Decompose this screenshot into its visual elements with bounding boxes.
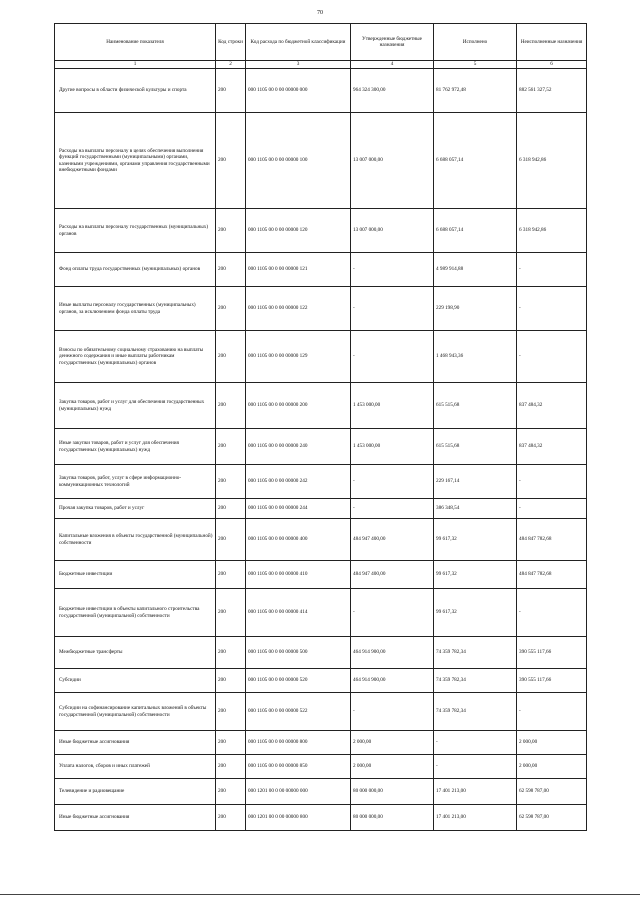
- unexecuted-cell: 837 484,32: [517, 383, 587, 429]
- table-row: [55, 209, 587, 253]
- line-code-cell: 200: [216, 731, 246, 755]
- unexecuted-cell: 390 555 117,66: [517, 669, 587, 693]
- table-row: [55, 693, 587, 731]
- unexecuted-cell: 62 598 787,00: [517, 779, 587, 805]
- approved-cell: -: [351, 589, 434, 637]
- table-body: [55, 69, 587, 831]
- expense-code-cell: 000 1105 00 0 00 00000 240: [246, 429, 351, 465]
- indicator-name-cell: Субсидии на софинансирование капитальных вложений в объекты государственной (муниципальной) собственности: [55, 693, 216, 731]
- approved-cell: 1 453 000,00: [351, 429, 434, 465]
- approved-cell: 464 914 900,00: [351, 669, 434, 693]
- indicator-name-cell: Взносы по обязательному социальному страхованию на выплаты денежного содержания и иные выплаты работникам государственных (муниципальных) органов: [55, 331, 216, 383]
- approved-cell: -: [351, 287, 434, 331]
- indicator-name-cell: Закупка товаров, работ, услуг в сфере информационно-коммуникационных технологий: [55, 465, 216, 499]
- expense-code-cell: 000 1105 00 0 00 00000 100: [246, 113, 351, 209]
- executed-cell: 6 688 057,14: [434, 209, 517, 253]
- executed-cell: 6 688 057,14: [434, 113, 517, 209]
- expense-code-cell: 000 1105 00 0 00 00000 522: [246, 693, 351, 731]
- expense-code-cell: 000 1105 00 0 00 00000 122: [246, 287, 351, 331]
- approved-cell: 13 007 000,00: [351, 113, 434, 209]
- line-code-cell: 200: [216, 113, 246, 209]
- executed-cell: 615 515,68: [434, 383, 517, 429]
- executed-cell: 17 401 213,00: [434, 805, 517, 831]
- line-code-cell: 200: [216, 589, 246, 637]
- unexecuted-cell: 62 598 787,00: [517, 805, 587, 831]
- indicator-name-cell: Капитальные вложения в объекты государственной (муниципальной) собственности: [55, 519, 216, 561]
- unexecuted-cell: -: [517, 589, 587, 637]
- expense-code-cell: 000 1105 00 0 00 00000 000: [246, 69, 351, 113]
- unexecuted-cell: -: [517, 287, 587, 331]
- indicator-name-cell: Бюджетные инвестиции: [55, 561, 216, 589]
- table-row: [55, 561, 587, 589]
- executed-cell: -: [434, 731, 517, 755]
- line-code-cell: 200: [216, 383, 246, 429]
- executed-cell: 229 198,90: [434, 287, 517, 331]
- table-header-row: [55, 24, 587, 61]
- indicator-name-cell: Закупка товаров, работ и услуг для обеспечения государственных (муниципальных) нужд: [55, 383, 216, 429]
- indicator-name-cell: Телевидение и радиовещание: [55, 779, 216, 805]
- table-row: [55, 465, 587, 499]
- table-row: [55, 429, 587, 465]
- executed-cell: 1 468 943,36: [434, 331, 517, 383]
- table-row: [55, 779, 587, 805]
- unexecuted-cell: -: [517, 693, 587, 731]
- indicator-name-cell: Другие вопросы в области физической культуры и спорта: [55, 69, 216, 113]
- unexecuted-cell: 2 000,00: [517, 755, 587, 779]
- expense-code-cell: 000 1105 00 0 00 00000 129: [246, 331, 351, 383]
- table-row: [55, 331, 587, 383]
- expense-code-cell: 000 1105 00 0 00 00000 500: [246, 637, 351, 669]
- line-code-cell: 200: [216, 429, 246, 465]
- column-number: 4: [351, 61, 434, 69]
- expense-code-cell: 000 1105 00 0 00 00000 244: [246, 499, 351, 519]
- approved-cell: 80 000 000,00: [351, 779, 434, 805]
- unexecuted-cell: 484 847 782,68: [517, 519, 587, 561]
- executed-cell: 386 348,54: [434, 499, 517, 519]
- table-row: [55, 499, 587, 519]
- table-row: [55, 113, 587, 209]
- line-code-cell: 200: [216, 805, 246, 831]
- expense-code-cell: 000 1105 00 0 00 00000 121: [246, 253, 351, 287]
- approved-cell: -: [351, 331, 434, 383]
- executed-cell: -: [434, 755, 517, 779]
- executed-cell: 229 167,14: [434, 465, 517, 499]
- budget-execution-table: [54, 23, 587, 831]
- executed-cell: 81 762 972,48: [434, 69, 517, 113]
- expense-code-cell: 000 1201 00 0 00 00000 800: [246, 805, 351, 831]
- expense-code-cell: 000 1105 00 0 00 00000 400: [246, 519, 351, 561]
- table-row: [55, 253, 587, 287]
- executed-cell: 99 617,32: [434, 561, 517, 589]
- expense-code-cell: 000 1105 00 0 00 00000 200: [246, 383, 351, 429]
- approved-cell: 2 000,00: [351, 731, 434, 755]
- expense-code-cell: 000 1105 00 0 00 00000 800: [246, 731, 351, 755]
- expense-code-cell: 000 1105 00 0 00 00000 414: [246, 589, 351, 637]
- table-row: [55, 383, 587, 429]
- column-number: 5: [434, 61, 517, 69]
- approved-cell: 464 914 900,00: [351, 637, 434, 669]
- table-row: [55, 287, 587, 331]
- approved-cell: 964 324 300,00: [351, 69, 434, 113]
- line-code-cell: 200: [216, 331, 246, 383]
- unexecuted-cell: -: [517, 465, 587, 499]
- line-code-cell: 200: [216, 465, 246, 499]
- header-expense-code: Код расхода по бюджетной классификации: [246, 24, 351, 61]
- approved-cell: -: [351, 499, 434, 519]
- indicator-name-cell: Иные выплаты персоналу государственных (муниципальных) органов, за исключением фонда оплаты труда: [55, 287, 216, 331]
- line-code-cell: 200: [216, 779, 246, 805]
- unexecuted-cell: 6 318 942,86: [517, 113, 587, 209]
- page-bottom-rule: [0, 894, 640, 895]
- header-indicator-name: Наименование показателя: [55, 24, 216, 61]
- column-number-row: [55, 61, 587, 69]
- table-row: [55, 637, 587, 669]
- indicator-name-cell: Фонд оплаты труда государственных (муниципальных) органов: [55, 253, 216, 287]
- expense-code-cell: 000 1105 00 0 00 00000 120: [246, 209, 351, 253]
- approved-cell: -: [351, 693, 434, 731]
- expense-code-cell: 000 1201 00 0 00 00000 000: [246, 779, 351, 805]
- line-code-cell: 200: [216, 519, 246, 561]
- unexecuted-cell: 484 847 782,68: [517, 561, 587, 589]
- unexecuted-cell: -: [517, 331, 587, 383]
- table-row: [55, 519, 587, 561]
- executed-cell: 74 359 782,34: [434, 693, 517, 731]
- expense-code-cell: 000 1105 00 0 00 00000 242: [246, 465, 351, 499]
- approved-cell: -: [351, 465, 434, 499]
- line-code-cell: 200: [216, 69, 246, 113]
- approved-cell: 484 947 400,00: [351, 561, 434, 589]
- line-code-cell: 200: [216, 669, 246, 693]
- approved-cell: 80 000 000,00: [351, 805, 434, 831]
- unexecuted-cell: -: [517, 253, 587, 287]
- column-number: 6: [517, 61, 587, 69]
- expense-code-cell: 000 1105 00 0 00 00000 850: [246, 755, 351, 779]
- header-line-code: Код строки: [216, 24, 246, 61]
- line-code-cell: 200: [216, 755, 246, 779]
- unexecuted-cell: 882 561 327,52: [517, 69, 587, 113]
- column-number: 3: [246, 61, 351, 69]
- table-row: [55, 731, 587, 755]
- line-code-cell: 200: [216, 499, 246, 519]
- unexecuted-cell: 837 484,32: [517, 429, 587, 465]
- approved-cell: 484 947 400,00: [351, 519, 434, 561]
- column-number: 1: [55, 61, 216, 69]
- approved-cell: -: [351, 253, 434, 287]
- line-code-cell: 200: [216, 209, 246, 253]
- unexecuted-cell: 2 000,00: [517, 731, 587, 755]
- indicator-name-cell: Иные закупки товаров, работ и услуг для обеспечения государственных (муниципальных) нужд: [55, 429, 216, 465]
- line-code-cell: 200: [216, 253, 246, 287]
- column-number: 2: [216, 61, 246, 69]
- indicator-name-cell: Расходы на выплаты персоналу в целях обеспечения выполнения функций государственными (муниципальными) органами, казенными учреждениями, органами управления государственными внебюджетными фондами: [55, 113, 216, 209]
- table-row: [55, 669, 587, 693]
- executed-cell: 74 359 782,34: [434, 669, 517, 693]
- expense-code-cell: 000 1105 00 0 00 00000 520: [246, 669, 351, 693]
- expense-code-cell: 000 1105 00 0 00 00000 410: [246, 561, 351, 589]
- header-executed: Исполнено: [434, 24, 517, 61]
- table-row: [55, 755, 587, 779]
- indicator-name-cell: Межбюджетные трансферты: [55, 637, 216, 669]
- executed-cell: 99 617,32: [434, 519, 517, 561]
- table-row: [55, 589, 587, 637]
- approved-cell: 2 000,00: [351, 755, 434, 779]
- executed-cell: 17 401 213,00: [434, 779, 517, 805]
- line-code-cell: 200: [216, 287, 246, 331]
- unexecuted-cell: 6 318 942,86: [517, 209, 587, 253]
- page-number: 70: [317, 10, 323, 16]
- line-code-cell: 200: [216, 637, 246, 669]
- executed-cell: 99 617,32: [434, 589, 517, 637]
- approved-cell: 1 453 000,00: [351, 383, 434, 429]
- unexecuted-cell: 390 555 117,66: [517, 637, 587, 669]
- header-unexecuted: Неисполненные назначения: [517, 24, 587, 61]
- line-code-cell: 200: [216, 693, 246, 731]
- indicator-name-cell: Уплата налогов, сборов и иных платежей: [55, 755, 216, 779]
- approved-cell: 13 007 000,00: [351, 209, 434, 253]
- indicator-name-cell: Иные бюджетные ассигнования: [55, 731, 216, 755]
- indicator-name-cell: Бюджетные инвестиции в объекты капитального строительства государственной (муниципальной) собственности: [55, 589, 216, 637]
- line-code-cell: 200: [216, 561, 246, 589]
- table-row: [55, 69, 587, 113]
- table-row: [55, 805, 587, 831]
- executed-cell: 615 515,68: [434, 429, 517, 465]
- executed-cell: 4 989 914,88: [434, 253, 517, 287]
- executed-cell: 74 359 782,34: [434, 637, 517, 669]
- indicator-name-cell: Прочая закупка товаров, работ и услуг: [55, 499, 216, 519]
- header-approved: Утвержденные бюджетные назначения: [351, 24, 434, 61]
- indicator-name-cell: Субсидии: [55, 669, 216, 693]
- indicator-name-cell: Расходы на выплаты персоналу государственных (муниципальных) органов: [55, 209, 216, 253]
- indicator-name-cell: Иные бюджетные ассигнования: [55, 805, 216, 831]
- unexecuted-cell: -: [517, 499, 587, 519]
